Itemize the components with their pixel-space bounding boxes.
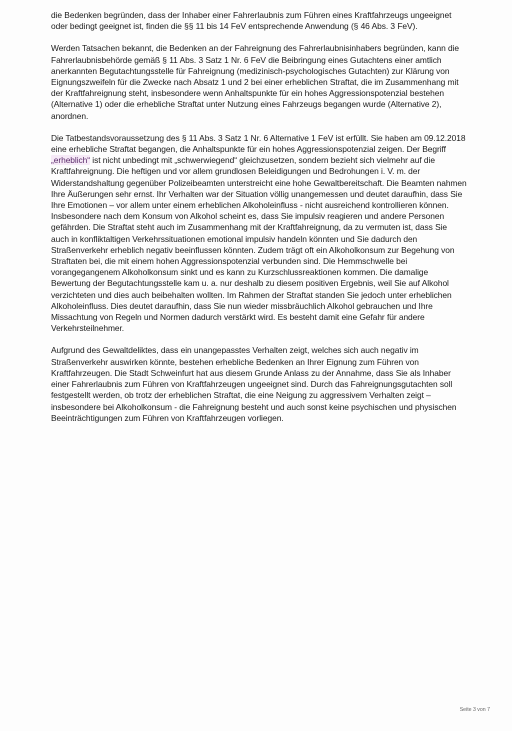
paragraph-2: Werden Tatsachen bekannt, die Bedenken an der Fahreignung des Fahrerlaubnisinhabers begründen, kann die Fahrerlaubnisbehörde gemäß § 11 Abs. 3 Satz 1 Nr. 6 FeV die Beibringung eines Gutachtens einer amtlich anerkannten Begutachtungsstelle für Fahreignung (medizinisch-psychologisches Gutachten) zur Klärung von Eignungszweifeln für die Zwecke nach Absatz 1 und 2 bei einer erheblichen Straftat, die im Zusammenhang mit der Kraftfahreignung steht, insbesondere wenn Anhaltspunkte für ein hohes Aggressionspotenzial bestehen (Alternative 1) oder die erhebliche Straftat unter Nutzung eines Fahrzeugs begangen wurde (Alternative 2), anordnen. [51,43,459,121]
paragraph-4: Aufgrund des Gewaltdeliktes, dass ein unangepasstes Verhalten zeigt, welches sich auch negativ im Straßenverkehr auswirken könnte, bestehen erhebliche Bedenken an Ihrer Eignung zum Führen von Kraftfahrzeugen. Die Stadt Schweinfurt hat aus diesem Grunde Anlass zu der Annahme, dass Sie als Inhaber einer Fahrerlaubnis zum Führen von Kraftfahrzeugen ungeeignet sind. Durch das Fahreignungsgutachten soll festgestellt werden, ob trotz der erheblichen Straftat, die eine Neigung zu aggressivem Verhalten zeigt – insbesondere bei Alkoholkonsum - die Fahreignung besteht und auch sonst keine psychischen und physischen Beeinträchtigungen zum Führen von Kraftfahrzeugen vorliegen. [51,345,457,423]
document-body [51,10,467,424]
paragraph-3 [51,133,467,335]
page-number: Seite 3 von 7 [459,707,490,713]
paragraph-3-text-after: ist nicht unbedingt mit „schwerwiegend“ gleichzusetzen, sondern bezieht sich vielmehr auf die Kraftfahreignung. Die heftigen und vor allem grundlosen Beleidigungen und Bedrohungen i. V. m. der Widerstandshaltung gegenüber Polizeibeamten unterstreicht eine hohe Gewaltbereitschaft. Die Beamten nahmen Ihre Äußerungen sehr ernst. Ihr Verhalten war der Situation völlig unangemessen und deutet daraufhin, dass Sie Ihre Emotionen – vor allem unter einem erheblichen Alkoholeinfluss - nicht ausreichend kontrollieren können. Insbesondere nach dem Konsum von Alkohol scheint es, dass Sie impulsiv reagieren und andere Personen gefährden. Die Straftat steht auch im Zusammenhang mit der Kraftfahreignung, da zu vermuten ist, dass Sie auch in konfliktaltigen Verkehrssituationen emotional impulsiv handeln könnten und Sie dadurch den Straßenverkehr erheblich negativ beeinflussen könnten. Zudem trägt oft ein Alkoholkonsum zur Begehung von Straftaten bei, die mit einem hohen Aggressionspotenzial verbunden sind. Die Hemmschwelle bei vorangegangenem Alkoholkonsum sinkt und es kann zu Kurzschlussreaktionen kommen. Die damalige Bewertung der Begutachtungsstelle kam u. a. nur deshalb zu diesem positiven Ergebnis, weil Sie auf Alkohol verzichteten und dies auch beibehalten wollten. Im Rahmen der Straftat standen Sie jedoch unter erheblichen Alkoholeinfluss. Dies deutet daraufhin, dass Sie nun wieder missbräuchlich Alkohol gebrauchen und Ihre Missachtung von Regeln und Normen dadurch verstärkt wird. Es besteht damit eine Gefahr für andere Verkehrsteilnehmer. [51,155,467,334]
paragraph-1: die Bedenken begründen, dass der Inhaber einer Fahrerlaubnis zum Führen eines Kraftfahrzeugs ungeeignet oder bedingt geeignet ist, finden die §§ 11 bis 14 FeV entsprechende Anwendung (§ 46 Abs. 3 FeV). [51,10,452,32]
highlighted-term: „erheblich“ [51,155,91,166]
paragraph-3-text-before: Die Tatbestandsvoraussetzung des § 11 Abs. 3 Satz 1 Nr. 6 Alternative 1 FeV ist erfüllt. Sie haben am 09.12.2018 eine erhebliche Straftat begangen, die Anhaltspunkte für ein hohes Aggressionspotenzial zeigen. Der Begriff [51,132,466,155]
